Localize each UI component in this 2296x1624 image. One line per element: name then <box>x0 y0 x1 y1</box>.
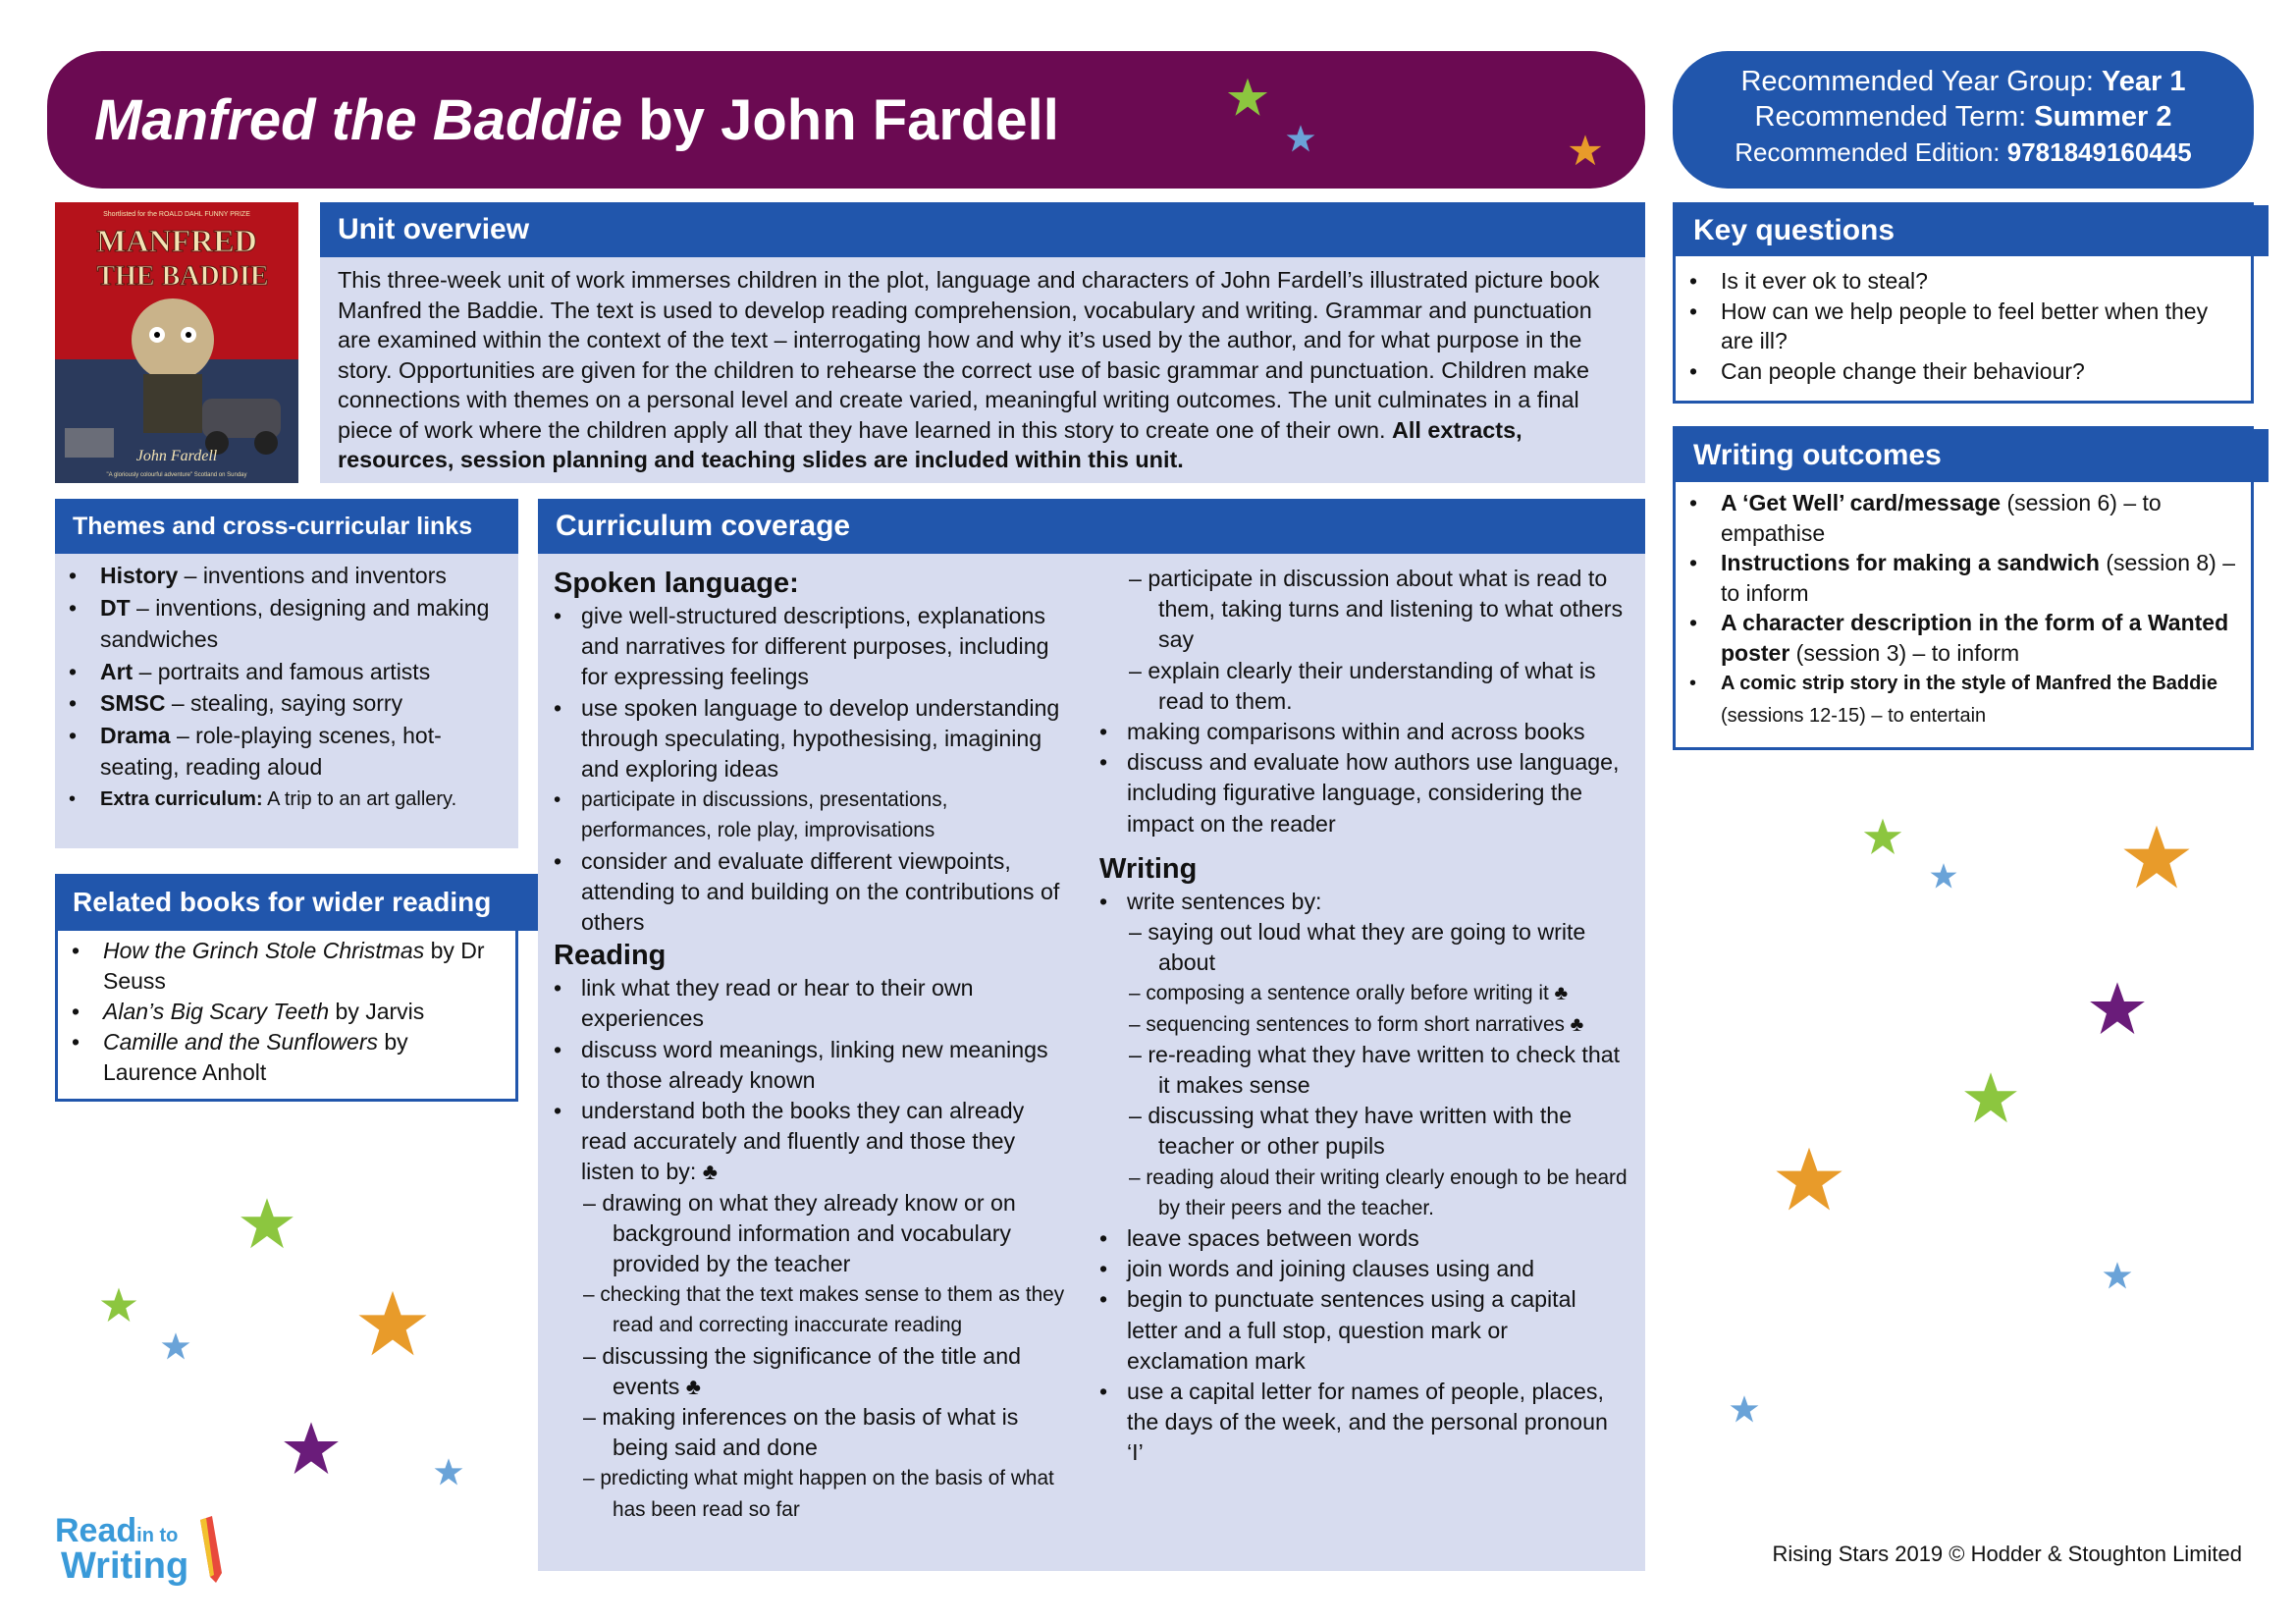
themes-body <box>55 554 518 848</box>
list-item: • How the Grinch Stole Christmas by Dr Seuss <box>58 936 515 997</box>
unit-overview-body <box>320 257 1645 483</box>
list-item: • SMSC – stealing, saying sorry <box>55 687 518 720</box>
unit-overview-text: This three-week unit of work immerses children in the plot, language and characters of John Fardell’s illustrated picture book Manfred the Baddie. The text is used to develop reading comprehension, vocabulary and writing. Grammar and punctuation are examined within the context of the text – interrogating how and why it’s used by the author, and for what purpose in the story. Opportunities are given for the children to rehearse the correct use of basic grammar and punctuation. Children make connections with themes on a personal level and create varied, meaningful writing outcomes. The unit culminates in a final piece of work where the children apply all that they have learned in this story to create one of their own. <box>338 267 1600 443</box>
star-icon <box>2089 980 2146 1037</box>
key-questions-heading: Key questions <box>1676 205 2269 256</box>
list-item: • consider and evaluate different viewpoints, attending to and building on the contributions of others <box>554 846 1072 939</box>
key-questions-panel <box>1673 202 2254 404</box>
list-item: • write sentences by: <box>1099 887 1629 917</box>
star-icon <box>1863 817 1902 856</box>
writing-heading: Writing <box>1099 852 1198 885</box>
list-item: • give well-structured descriptions, explanations and narratives for different purposes, including for expressing feelings <box>554 601 1072 693</box>
list-item: • understand both the books they can already read accurately and fluently and those they listen to by: ♣ <box>554 1096 1072 1188</box>
unit-overview-heading: Unit overview <box>320 202 1645 257</box>
list-item: • use a capital letter for names of people, places, the days of the week, and the personal pronoun ‘I’ <box>1099 1377 1629 1469</box>
list-item: – saying out loud what they are going to write about <box>1129 919 1586 976</box>
recommended-year: Recommended Year Group: Year 1 <box>1740 66 2186 97</box>
star-icon <box>240 1196 294 1251</box>
key-questions-list <box>1676 266 2251 386</box>
star-icon <box>100 1286 137 1324</box>
list-item: – sequencing sentences to form short narratives ♣ <box>1129 1012 1584 1036</box>
list-item: • Can people change their behaviour? <box>1676 356 2251 387</box>
list-item: – checking that the text makes sense to them as they read and correcting inaccurate reading <box>583 1283 1065 1337</box>
logo-text-read: Readin to <box>55 1512 179 1549</box>
list-item: • discuss and evaluate how authors use language, including figurative language, considering the impact on the reader <box>1099 747 1629 839</box>
read-in-to-writing-logo <box>55 1512 232 1591</box>
curriculum-column-2 <box>1099 564 1629 1469</box>
list-item: • History – inventions and inventors <box>55 560 518 592</box>
list-item: • Drama – role-playing scenes, hot-seating, reading aloud <box>55 720 518 784</box>
list-item: – reading aloud their writing clearly enough to be heard by their peers and the teacher. <box>1129 1165 1628 1219</box>
curriculum-column-1 <box>554 566 1072 1525</box>
list-item: • Is it ever ok to steal? <box>1676 266 2251 297</box>
star-icon <box>2103 1261 2132 1290</box>
star-icon <box>1286 124 1315 153</box>
list-item: • DT – inventions, designing and making sandwiches <box>55 592 518 656</box>
themes-list <box>55 560 518 815</box>
list-item: • leave spaces between words <box>1099 1223 1629 1254</box>
cover-quote: "A gloriously colourful adventure" Scotland on Sunday <box>106 472 247 478</box>
list-item: • How can we help people to feel better when they are ill? <box>1676 297 2251 356</box>
star-icon <box>1569 134 1602 167</box>
list-item: • Camille and the Sunflowers by Laurence Anholt <box>58 1027 515 1088</box>
list-item: • discuss word meanings, linking new meanings to those already known <box>554 1035 1072 1096</box>
book-cover-illustration <box>55 202 298 483</box>
cover-author: John Fardell <box>135 448 218 464</box>
cover-title-line2: THE BADDIE <box>96 261 269 292</box>
list-item: • A character description in the form of a Wanted poster (session 3) – to inform <box>1676 608 2251 668</box>
list-item: – drawing on what they already know or on background information and vocabulary provided by the teacher <box>583 1189 1016 1277</box>
book-title: Manfred the Baddie <box>94 87 623 152</box>
list-item: • join words and joining clauses using and <box>1099 1254 1629 1284</box>
curriculum-heading: Curriculum coverage <box>538 499 1645 554</box>
list-item: – re-reading what they have written to check that it makes sense <box>1129 1041 1621 1099</box>
list-item: – explain clearly their understanding of what is read to them. <box>1129 657 1596 714</box>
star-icon <box>1227 77 1268 118</box>
star-icon <box>1963 1070 2018 1125</box>
star-icon <box>357 1288 428 1359</box>
star-icon <box>161 1331 190 1361</box>
list-item: • A comic strip story in the style of Manfred the Baddie (sessions 12-15) – to entertain <box>1676 668 2251 732</box>
list-item: – discussing what they have written with the teacher or other pupils <box>1129 1103 1573 1160</box>
logo-text-writing: Writing <box>61 1545 189 1587</box>
recommended-info <box>1673 51 2254 189</box>
title-banner <box>47 51 1645 189</box>
list-item: – participate in discussion about what is read to them, taking turns and listening to what others say <box>1129 566 1624 653</box>
page-title <box>94 87 1059 153</box>
list-item: • A ‘Get Well’ card/message (session 6) – to empathise <box>1676 488 2251 548</box>
star-icon <box>1730 1394 1759 1424</box>
related-books-panel <box>55 874 518 1102</box>
list-item: • link what they read or hear to their own experiences <box>554 973 1072 1034</box>
list-item: • Instructions for making a sandwich (session 8) – to inform <box>1676 548 2251 608</box>
curriculum-body <box>538 554 1645 1571</box>
reading-heading: Reading <box>554 940 667 972</box>
list-item: • Extra curriculum: A trip to an art gallery. <box>55 784 518 816</box>
list-item: – predicting what might happen on the basis of what has been read so far <box>583 1467 1054 1521</box>
related-books-list <box>58 936 515 1088</box>
star-icon <box>1775 1145 1843 1214</box>
writing-outcomes-heading: Writing outcomes <box>1676 429 2269 482</box>
recommended-term: Recommended Term: Summer 2 <box>1754 101 2172 133</box>
author-text: by John Fardell <box>622 87 1059 152</box>
list-item: • use spoken language to develop understanding through speculating, hypothesising, imagining and exploring ideas <box>554 693 1072 785</box>
copyright-footer: Rising Stars 2019 © Hodder & Stoughton Limited <box>1772 1542 2242 1566</box>
star-icon <box>2122 823 2191 892</box>
star-icon <box>434 1457 463 1487</box>
recommended-edition: Recommended Edition: 9781849160445 <box>1735 137 2192 167</box>
list-item: – discussing the significance of the title and events ♣ <box>583 1342 1021 1399</box>
list-item: – composing a sentence orally before writing it ♣ <box>1129 982 1569 1005</box>
unit-overview-bold-text: All extracts, resources, session planning and teaching slides are included within this unit. <box>338 416 1522 472</box>
list-item: • begin to punctuate sentences using a capital letter and a full stop, question mark or exclamation mark <box>1099 1284 1629 1377</box>
pencil-icon <box>192 1516 224 1585</box>
list-item: • Art – portraits and famous artists <box>55 656 518 688</box>
list-item: • making comparisons within and across books <box>1099 717 1629 747</box>
star-icon <box>1930 862 1957 890</box>
cover-top-text: Shortlisted for the ROALD DAHL FUNNY PRIZE <box>103 211 250 218</box>
writing-outcomes-panel <box>1673 426 2254 750</box>
themes-heading: Themes and cross-curricular links <box>55 499 518 554</box>
star-icon <box>283 1420 340 1477</box>
related-books-heading: Related books for wider reading <box>55 874 567 931</box>
writing-outcomes-list <box>1676 488 2251 732</box>
list-item: • Alan’s Big Scary Teeth by Jarvis <box>58 997 515 1027</box>
book-cover-image <box>55 202 298 483</box>
list-item: – making inferences on the basis of what is being said and done <box>583 1404 1019 1461</box>
list-item: • participate in discussions, presentations, performances, role play, improvisations <box>554 785 1072 845</box>
cover-title-line1: MANFRED <box>96 223 257 258</box>
spoken-language-heading: Spoken language: <box>554 568 799 599</box>
